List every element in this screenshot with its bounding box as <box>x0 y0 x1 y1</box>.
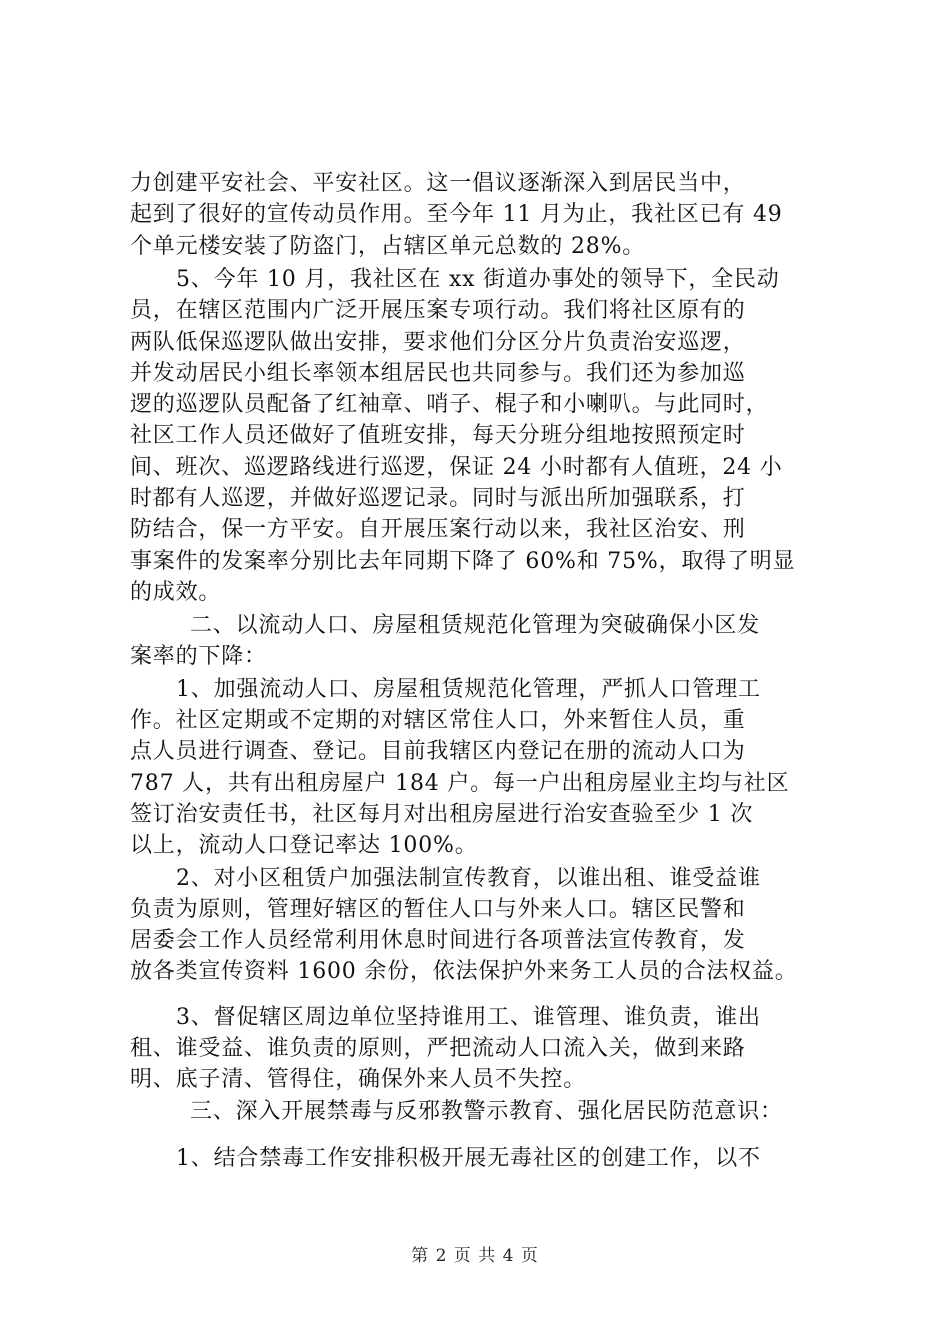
body-line: 明、底子清、管得住，确保外来人员不失控。 <box>130 1067 587 1092</box>
body-line: 个单元楼安装了防盗门，占辖区单元总数的 28%。 <box>130 234 646 259</box>
page-number-footer: 第 2 页 共 4 页 <box>411 1246 539 1266</box>
body-line: 间、班次、巡逻路线进行巡逻，保证 24 小时都有人值班，24 小 <box>130 455 783 480</box>
body-line: 防结合，保一方平安。自开展压案行动以来，我社区治安、刑 <box>130 517 746 542</box>
body-line: 社区工作人员还做好了值班安排，每天分班分组地按照预定时 <box>130 423 746 448</box>
body-line: 两队低保巡逻队做出安排，要求他们分区分片负责治安巡逻， <box>130 330 746 355</box>
section-heading: 案率的下降： <box>130 644 267 669</box>
body-line: 租、谁受益、谁负责的原则，严把流动人口流入关，做到来路 <box>130 1036 746 1061</box>
body-line: 1、结合禁毒工作安排积极开展无毒社区的创建工作，以不 <box>176 1146 761 1171</box>
section-heading: 二、以流动人口、房屋租赁规范化管理为突破确保小区发 <box>190 613 761 638</box>
body-line: 力创建平安社会、平安社区。这一倡议逐渐深入到居民当中， <box>130 171 746 196</box>
body-line: 签订治安责任书，社区每月对出租房屋进行治安查验至少 1 次 <box>130 802 754 827</box>
body-line: 5、今年 10 月，我社区在 xx 街道办事处的领导下，全民动 <box>176 267 780 292</box>
body-line: 787 人，共有出租房屋户 184 户。每一户出租房屋业主均与社区 <box>130 771 790 796</box>
body-line: 1、加强流动人口、房屋租赁规范化管理，严抓人口管理工 <box>176 677 761 702</box>
body-line: 逻的巡逻队员配备了红袖章、哨子、棍子和小喇叭。与此同时， <box>130 392 769 417</box>
body-line: 并发动居民小组长率领本组居民也共同参与。我们还为参加巡 <box>130 361 746 386</box>
body-line: 点人员进行调查、登记。目前我辖区内登记在册的流动人口为 <box>130 739 746 764</box>
body-line: 事案件的发案率分别比去年同期下降了 60%和 75%，取得了明显 <box>130 549 796 574</box>
body-line: 以上，流动人口登记率达 100%。 <box>130 833 478 858</box>
section-heading: 三、深入开展禁毒与反邪教警示教育、强化居民防范意识： <box>190 1099 783 1124</box>
body-line: 作。社区定期或不定期的对辖区常住人口，外来暂住人员，重 <box>130 708 746 733</box>
body-line: 放各类宣传资料 1600 余份，依法保护外来务工人员的合法权益。 <box>130 959 798 984</box>
body-line: 的成效。 <box>130 580 222 605</box>
body-line: 居委会工作人员经常利用休息时间进行各项普法宣传教育，发 <box>130 928 746 953</box>
body-line: 时都有人巡逻，并做好巡逻记录。同时与派出所加强联系，打 <box>130 486 746 511</box>
body-line: 2、对小区租赁户加强法制宣传教育，以谁出租、谁受益谁 <box>176 866 761 891</box>
body-line: 负责为原则，管理好辖区的暂住人口与外来人口。辖区民警和 <box>130 897 746 922</box>
body-line: 起到了很好的宣传动员作用。至今年 11 月为止，我社区已有 49 <box>130 202 783 227</box>
body-line: 员，在辖区范围内广泛开展压案专项行动。我们将社区原有的 <box>130 298 746 323</box>
body-line: 3、督促辖区周边单位坚持谁用工、谁管理、谁负责，谁出 <box>176 1005 761 1030</box>
